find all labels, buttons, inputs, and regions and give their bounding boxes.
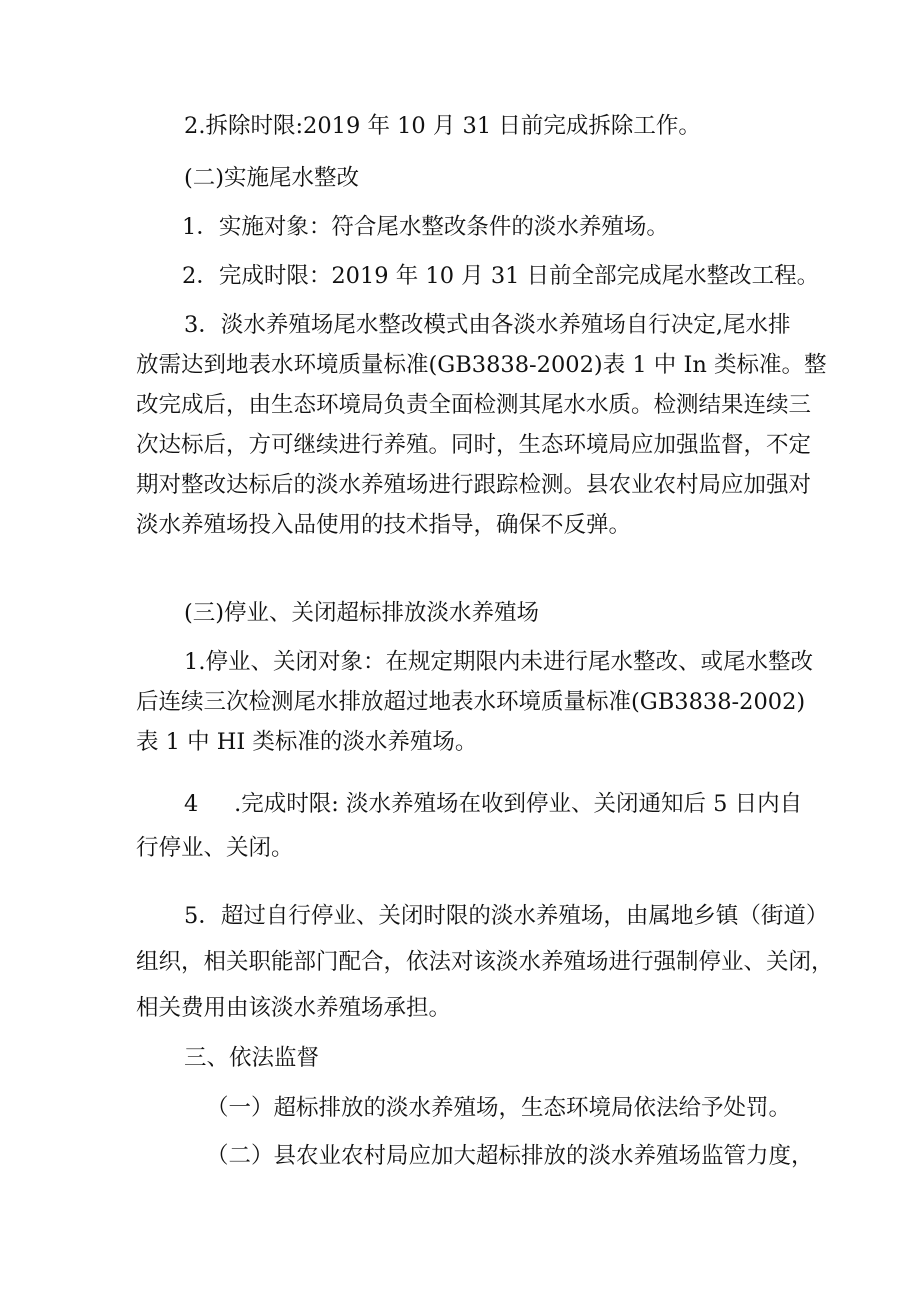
paragraph-enforcement — [136, 896, 834, 1028]
text-line: 淡水养殖场投入品使用的技术指导，确保不反弹。 — [136, 512, 632, 538]
text-line: 行停业、关闭。 — [136, 835, 294, 861]
text-line: 改完成后，由生态环境局负责全面检测其尾水水质。检测结果连续三 — [136, 392, 812, 418]
text-line: 次达标后，方可继续进行养殖。同时，生态环境局应加强监督，不定 — [136, 432, 812, 458]
paragraph-completion-deadline — [182, 256, 842, 296]
paragraph-implementation-target — [182, 207, 842, 247]
section-heading-suspend-close — [184, 593, 844, 633]
paragraph-demolition-deadline — [184, 106, 844, 146]
text-line: （二）县农业农村局应加大超标排放的淡水养殖场监管力度， — [206, 1143, 814, 1169]
paragraph-rectification-mode — [136, 305, 827, 545]
text-line: 1.停业、关闭对象：在规定期限内未进行尾水整改、或尾水整改 — [184, 649, 813, 675]
text-line: (二)实施尾水整改 — [184, 165, 360, 191]
text-line: 2．完成时限：2019 年 10 月 31 日前全部完成尾水整改工程。 — [182, 263, 820, 289]
text-line: 组织，相关职能部门配合，依法对该淡水养殖场进行强制停业、关闭， — [136, 949, 834, 975]
text-line: 期对整改达标后的淡水养殖场进行跟踪检测。县农业农村局应加强对 — [136, 472, 812, 498]
text-line: 三、依法监督 — [184, 1045, 320, 1071]
text-line: 3．淡水养殖场尾水整改模式由各淡水养殖场自行决定,尾水排 — [184, 312, 791, 338]
text-line: 2.拆除时限:2019 年 10 月 31 日前完成拆除工作。 — [184, 113, 701, 139]
text-line: 放需达到地表水环境质量标准(GB3838-2002)表 1 中 In 类标准。整 — [136, 352, 827, 378]
text-line: （一）超标排放的淡水养殖场，生态环境局依法给予处罚。 — [206, 1095, 792, 1121]
paragraph-penalty — [206, 1088, 866, 1128]
text-line: (三)停业、关闭超标排放淡水养殖场 — [184, 600, 540, 626]
text-line: 5．超过自行停业、关闭时限的淡水养殖场，由属地乡镇（街道） — [184, 903, 829, 929]
paragraph-suspension-deadline — [136, 784, 803, 868]
section-heading-tailwater-rectification — [184, 158, 844, 198]
text-line: 1．实施对象：符合尾水整改条件的淡水养殖场。 — [182, 214, 669, 240]
paragraph-supervision-strength — [206, 1136, 866, 1176]
text-line: 表 1 中 HI 类标准的淡水养殖场。 — [136, 729, 478, 755]
text-line: 相关费用由该淡水养殖场承担。 — [136, 995, 452, 1021]
section-heading-supervision — [184, 1038, 844, 1078]
paragraph-suspension-target — [136, 642, 813, 762]
text-line: 4 .完成时限: 淡水养殖场在收到停业、关闭通知后 5 日内自 — [184, 791, 803, 817]
text-line: 后连续三次检测尾水排放超过地表水环境质量标准(GB3838-2002) — [136, 689, 806, 715]
